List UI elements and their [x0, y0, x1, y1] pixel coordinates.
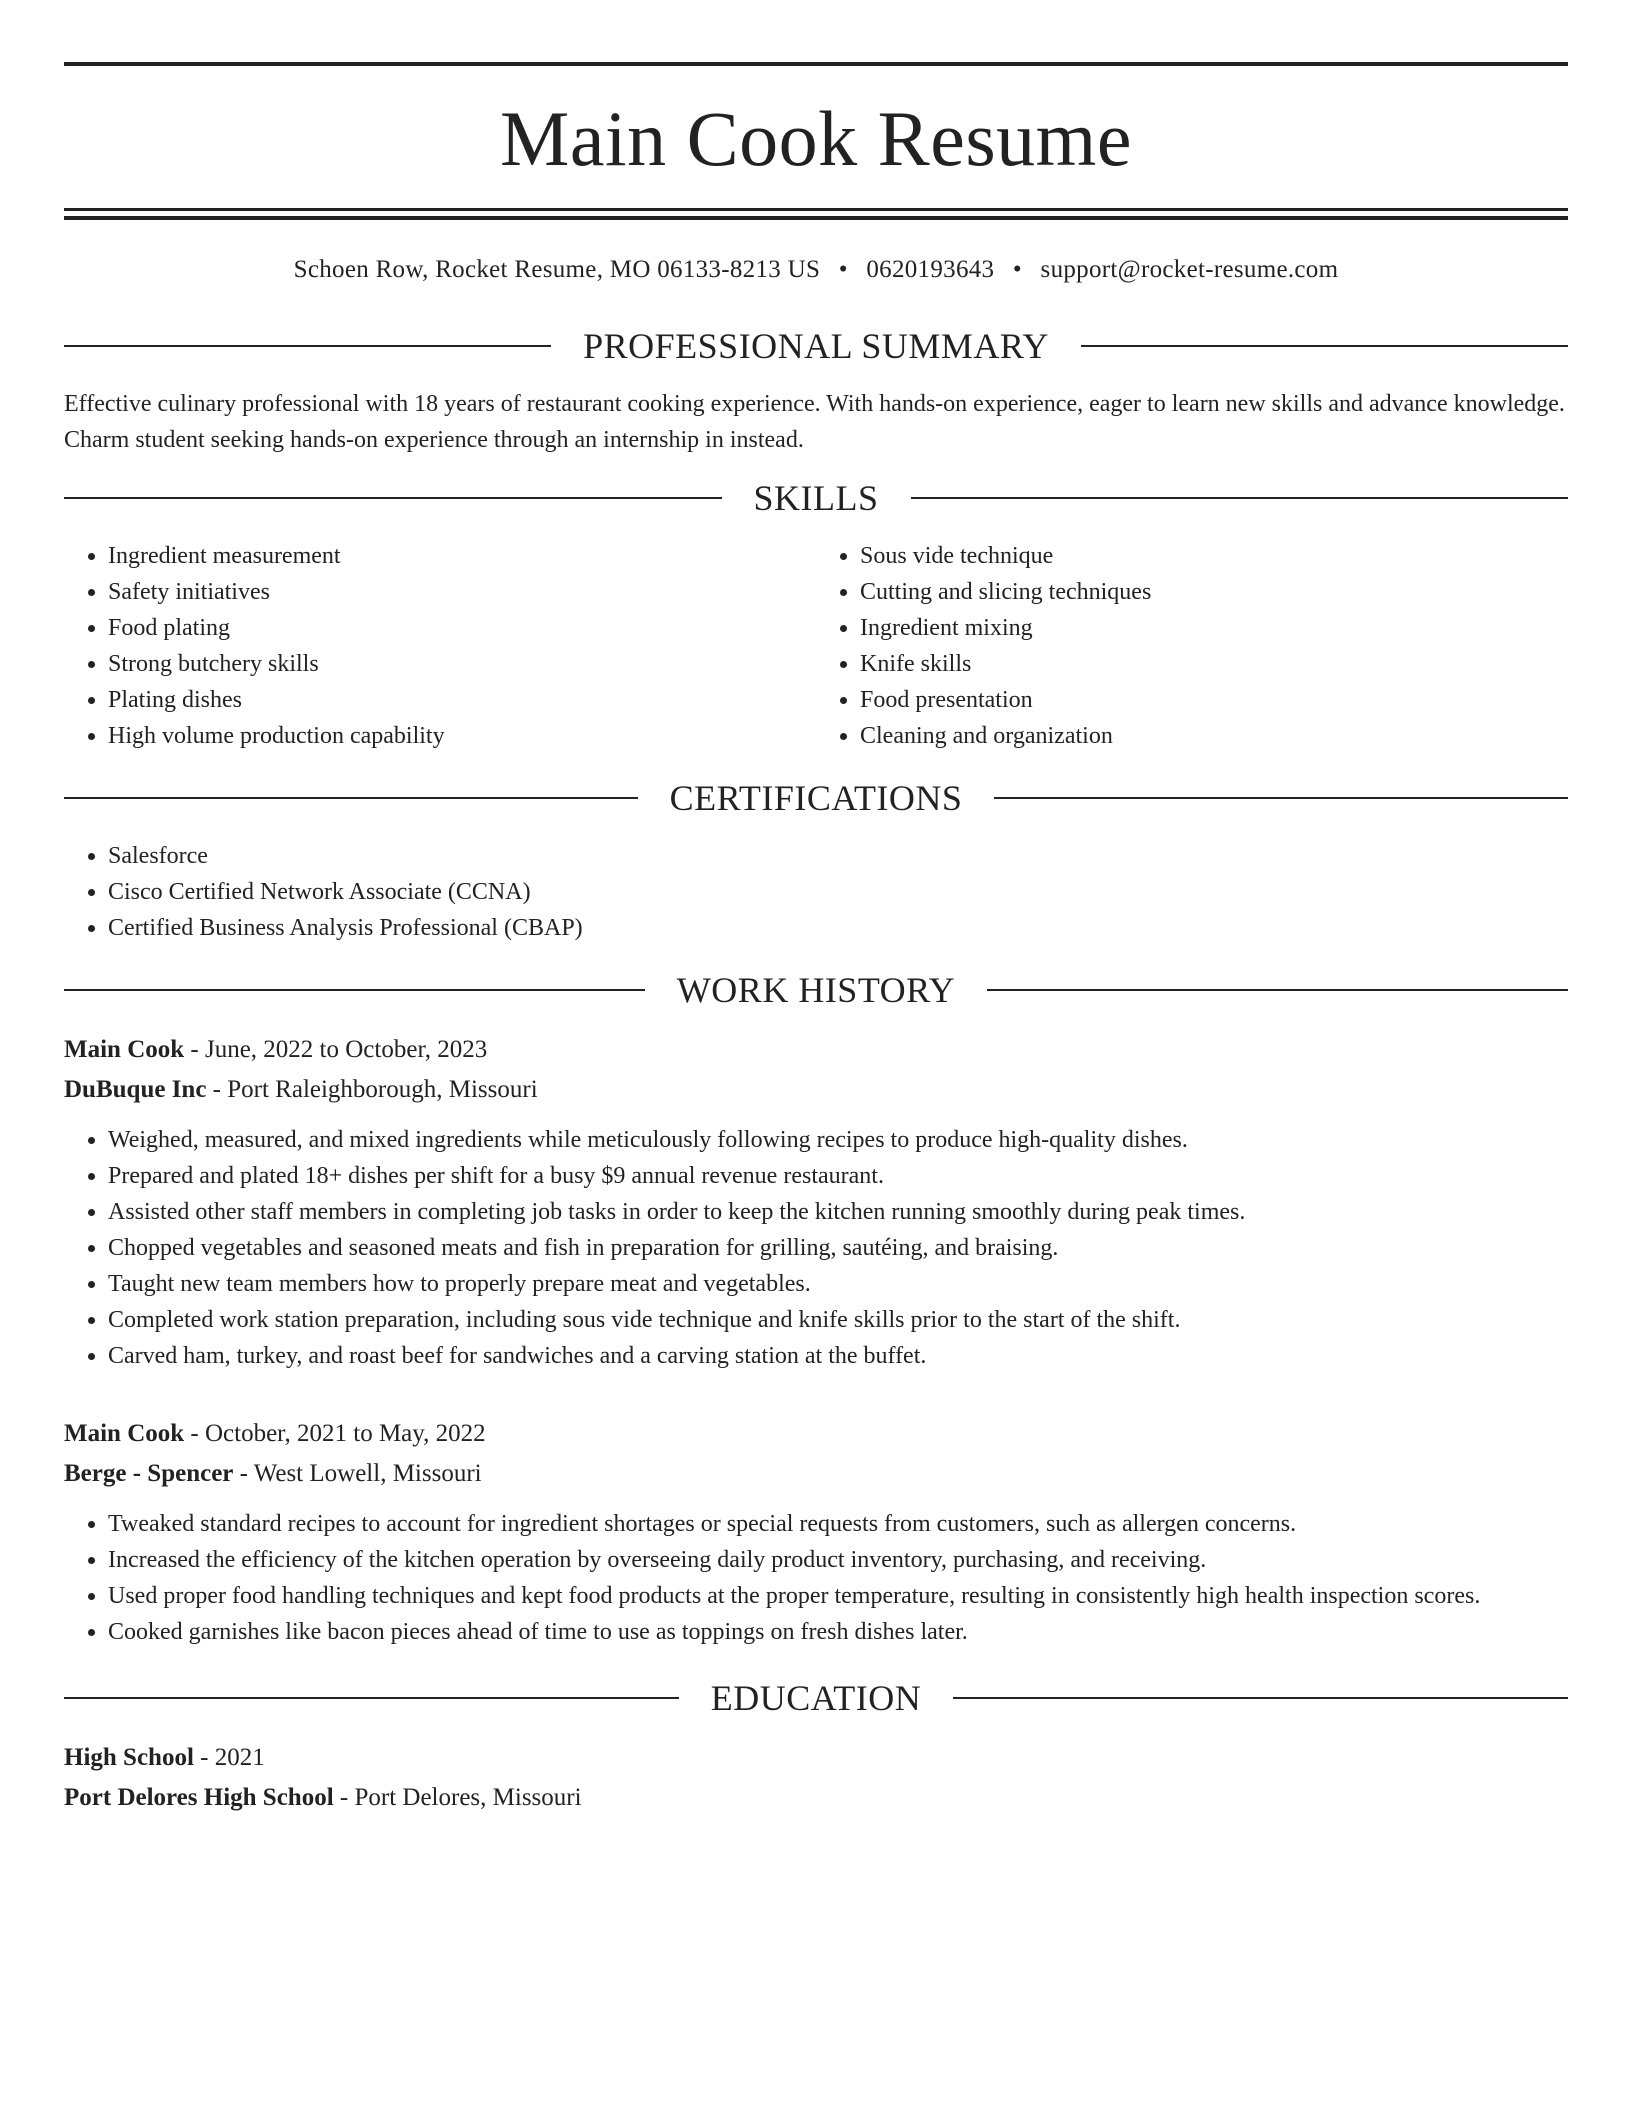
- skills-list-right: [816, 538, 1568, 754]
- section-heading-work: [64, 972, 1568, 1008]
- section-title: SKILLS: [753, 478, 879, 518]
- job-duties: [64, 1506, 1568, 1650]
- education-school: Port Delores High School: [64, 1784, 334, 1811]
- contact-phone: 0620193643: [866, 256, 995, 283]
- job-role: Main Cook: [64, 1036, 185, 1063]
- list-item: • Certified Business Analysis Professional (CBAP): [108, 910, 1568, 946]
- section-title: CERTIFICATIONS: [669, 778, 963, 818]
- job-company: Berge - Spencer: [64, 1460, 234, 1487]
- list-item: • Completed work station preparation, including sous vide technique and knife skills prior to the start of the shift.: [108, 1302, 1568, 1338]
- job-dates: - October, 2021 to May, 2022: [184, 1420, 486, 1447]
- list-item: • Knife skills: [860, 646, 1568, 682]
- list-item: • Food presentation: [860, 682, 1568, 718]
- list-item: • Food plating: [108, 610, 816, 646]
- job-role-line: [64, 1030, 1568, 1070]
- list-item: • Cisco Certified Network Associate (CCNA): [108, 874, 1568, 910]
- section-heading-skills: [64, 480, 1568, 516]
- list-item: • Increased the efficiency of the kitchen operation by overseeing daily product inventory, purchasing, and receiving.: [108, 1542, 1568, 1578]
- education-year: - 2021: [193, 1744, 265, 1771]
- list-item: • Assisted other staff members in completing job tasks in order to keep the kitchen running smoothly during peak times.: [108, 1194, 1568, 1230]
- job-duties: [64, 1122, 1568, 1374]
- heading-rule-left: [64, 497, 722, 499]
- list-item: • High volume production capability: [108, 718, 816, 754]
- heading-rule-right: [953, 1697, 1568, 1699]
- title-double-rule: [64, 208, 1568, 220]
- job-company-line: [64, 1454, 1568, 1494]
- job-location: - West Lowell, Missouri: [233, 1460, 482, 1487]
- list-item: • Cleaning and organization: [860, 718, 1568, 754]
- list-item: • Prepared and plated 18+ dishes per shift for a busy $9 annual revenue restaurant.: [108, 1158, 1568, 1194]
- list-item: • Cutting and slicing techniques: [860, 574, 1568, 610]
- section-title: PROFESSIONAL SUMMARY: [583, 326, 1049, 366]
- contact-email: support@rocket-resume.com: [1040, 256, 1339, 283]
- heading-rule-left: [64, 989, 645, 991]
- contact-separator: •: [838, 256, 848, 283]
- list-item: • Sous vide technique: [860, 538, 1568, 574]
- job-entry: [64, 1414, 1568, 1650]
- summary-text: Effective culinary professional with 18 years of restaurant cooking experience. With hands-on experience, eager to learn new skills and advance knowledge. Charm student seeking hands-on experience through an internship in instead.: [64, 391, 1565, 453]
- list-item: • Ingredient measurement: [108, 538, 816, 574]
- heading-rule-left: [64, 797, 638, 799]
- skills-list-left: [64, 538, 816, 754]
- section-heading-education: [64, 1680, 1568, 1716]
- section-title: WORK HISTORY: [676, 970, 956, 1010]
- job-location: - Port Raleighborough, Missouri: [206, 1076, 538, 1103]
- heading-rule-left: [64, 1697, 679, 1699]
- job-role-line: [64, 1414, 1568, 1454]
- contact-address: Schoen Row, Rocket Resume, MO 06133-8213 US: [293, 256, 821, 283]
- heading-rule-right: [994, 797, 1568, 799]
- list-item: • Strong butchery skills: [108, 646, 816, 682]
- list-item: • Ingredient mixing: [860, 610, 1568, 646]
- section-heading-summary: [64, 328, 1568, 364]
- list-item: • Carved ham, turkey, and roast beef for sandwiches and a carving station at the buffet.: [108, 1338, 1568, 1374]
- list-item: • Used proper food handling techniques and kept food products at the proper temperature, resulting in consistently high health inspection scores.: [108, 1578, 1568, 1614]
- list-item: • Salesforce: [108, 838, 1568, 874]
- education-degree-line: [64, 1738, 1568, 1778]
- list-item: • Taught new team members how to properly prepare meat and vegetables.: [108, 1266, 1568, 1302]
- education-school-line: [64, 1778, 1568, 1818]
- list-item: • Weighed, measured, and mixed ingredients while meticulously following recipes to produce high-quality dishes.: [108, 1122, 1568, 1158]
- list-item: • Cooked garnishes like bacon pieces ahead of time to use as toppings on fresh dishes later.: [108, 1614, 1568, 1650]
- heading-rule-right: [987, 989, 1568, 991]
- section-heading-certifications: [64, 780, 1568, 816]
- heading-rule-right: [911, 497, 1569, 499]
- job-company: DuBuque Inc: [64, 1076, 207, 1103]
- job-entry: [64, 1030, 1568, 1374]
- section-title: EDUCATION: [710, 1678, 922, 1718]
- job-dates: - June, 2022 to October, 2023: [184, 1036, 488, 1063]
- contact-separator: •: [1012, 256, 1022, 283]
- education-degree: High School: [64, 1744, 194, 1771]
- skills-grid: [64, 538, 1568, 754]
- list-item: • Plating dishes: [108, 682, 816, 718]
- top-rule: [64, 62, 1568, 66]
- page-title: Main Cook Resume: [500, 95, 1132, 182]
- list-item: • Chopped vegetables and seasoned meats and fish in preparation for grilling, sautéing, and braising.: [108, 1230, 1568, 1266]
- heading-rule-right: [1081, 345, 1568, 347]
- contact-line: [64, 256, 1568, 284]
- job-company-line: [64, 1070, 1568, 1110]
- list-item: • Tweaked standard recipes to account for ingredient shortages or special requests from customers, such as allergen concerns.: [108, 1506, 1568, 1542]
- heading-rule-left: [64, 345, 551, 347]
- list-item: • Safety initiatives: [108, 574, 816, 610]
- certifications-list: [64, 838, 1568, 946]
- education-location: - Port Delores, Missouri: [333, 1784, 582, 1811]
- job-role: Main Cook: [64, 1420, 185, 1447]
